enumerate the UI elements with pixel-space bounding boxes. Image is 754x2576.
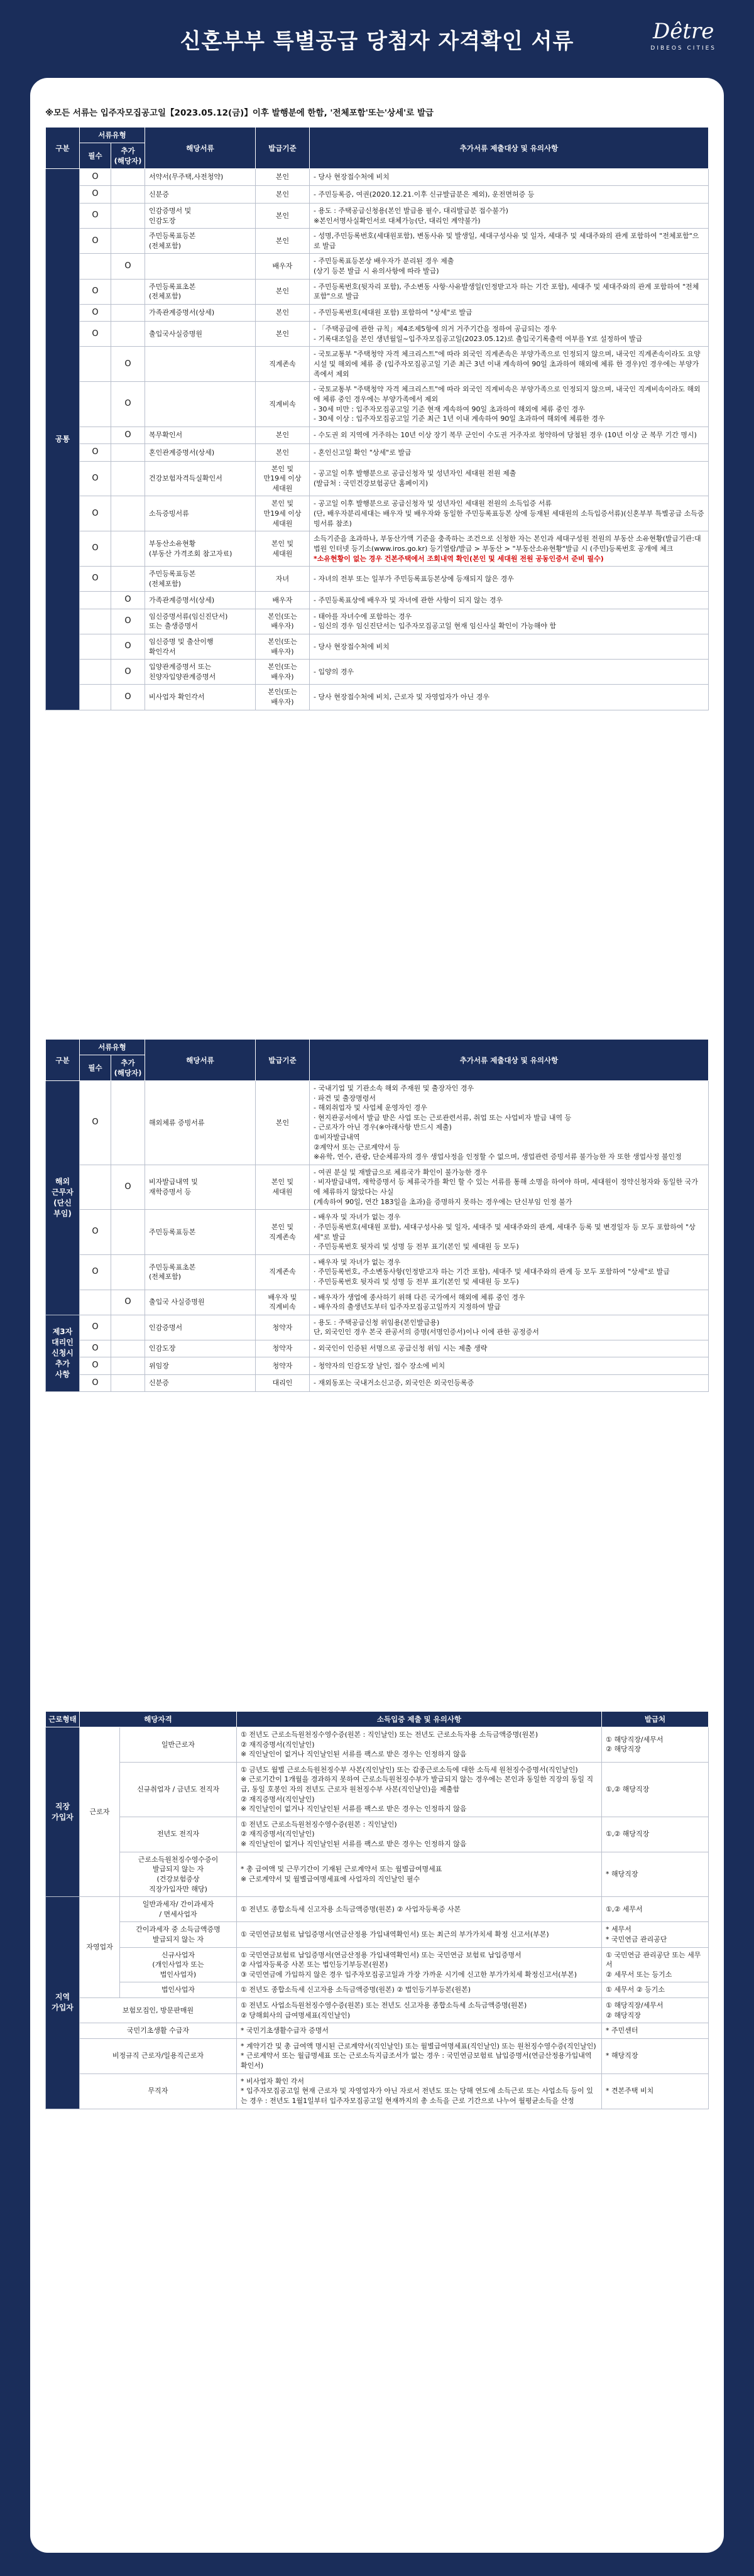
note-text: - 공고일 이후 발행분으로 공급신청자 및 성년자인 세대원 전원 제출 (발급처 : 국민건강보험공단 홈페이지) xyxy=(314,469,516,488)
note xyxy=(310,169,709,186)
note xyxy=(310,347,709,382)
issuer: 본인 xyxy=(256,229,310,254)
issuer: 청약자 xyxy=(256,1340,310,1357)
common-docs-table xyxy=(45,127,709,710)
required-mark: O xyxy=(80,496,111,531)
col-income-issuer: 발급처 xyxy=(602,1712,709,1727)
issuer: 본인 및 직계존속 xyxy=(256,1210,310,1254)
table-row xyxy=(46,1947,709,1982)
doc-name: 인감증명서 및 인감도장 xyxy=(145,203,256,228)
issuer: * 주민센터 xyxy=(602,2023,709,2039)
required-docs: * 계약기간 및 총 급여액 명시된 근로계약서(직인날인) 또는 월별급여명세표(직인날인) 또는 원천징수영수증(직인날인) * 근로계약서 또는 월급명세표 또는 근로소득지급조서가 없는 경우 : 국민연금보험료 납입증명서(연금산정용가입내역확인서) xyxy=(237,2038,602,2073)
doc-name: 인감증명서 xyxy=(145,1315,256,1340)
additional-mark: O xyxy=(111,254,145,279)
note xyxy=(310,634,709,660)
required-mark: O xyxy=(80,1254,111,1290)
table-row xyxy=(46,1922,709,1947)
issuer: * 세무서 * 국민연금 관리공단 xyxy=(602,1922,709,1947)
table-row xyxy=(46,1852,709,1896)
note-text: - 여권 분실 및 재발급으로 체류국가 확인이 불가능한 경우 · 비자발급내역, 재학증명서 등 체류국가를 확인 할 수 있는 서류를 통해 소명을 하여야 하며, 세대원이 정약신청자와 동일한 국가에 체류하지 않았다는 사실 (계속하여 90일, 연간 183일을 초과)을 증명하지 못하는 경우에는 단신부임 인정 불가 xyxy=(314,1168,698,1206)
doc-name: 비자발급내역 및 재학증명서 등 xyxy=(145,1165,256,1209)
required-docs: ① 전년도 근로소득원천징수영수증(원본 : 직인날인) 또는 전년도 근로소득자용 소득금액증명(원본) ② 재직증명서(직인날인) ※ 직인날인이 없거나 직인날인된 서류를 팩스로 받은 경우는 인정하지 않음 xyxy=(237,1727,602,1763)
table-row xyxy=(46,1315,709,1340)
required-mark: O xyxy=(80,169,111,186)
table-row xyxy=(46,322,709,347)
required-mark: O xyxy=(80,567,111,592)
doc-name xyxy=(145,254,256,279)
required-docs: * 비사업자 확인 각서 * 입주자모집공고일 현재 근로자 및 자영업자가 아닌 자로서 전년도 또는 당해 연도에 소득근로 또는 사업소득 등이 있는 경우 : 전년도 1월1일부터 입주자모집공고일 현재까지의 총 소득을 근로 기간으로 나누어 월평균소득을 산정 xyxy=(237,2073,602,2109)
required-docs: ① 국민연금보험료 납입증명서(연금산정용 가입내역확인서) 또는 국민연금 보험료 납입증명서 ② 사업자등록증 사본 또는 법인등기부등본(원본) ③ 국민연금에 가입하지 않은 경우 입주자모집공고일과 가장 가까운 시기에 신고한 부가가치세 확정신고서(부본) xyxy=(237,1947,602,1982)
note xyxy=(310,1290,709,1315)
table-row xyxy=(46,567,709,592)
doc-name: 신분증 xyxy=(145,1374,256,1391)
table-row xyxy=(46,382,709,427)
table-row xyxy=(46,1998,709,2023)
qualification: 무직자 xyxy=(80,2073,237,2109)
required-mark: O xyxy=(80,444,111,461)
qualification: 근로소득원천징수영수증이 발급되지 않는 자 (건강보험증상 직장가입자만 해당) xyxy=(120,1852,237,1896)
additional-mark xyxy=(111,322,145,347)
table-row xyxy=(46,1817,709,1852)
table-row xyxy=(46,531,709,567)
additional-mark xyxy=(111,496,145,531)
additional-mark xyxy=(111,1374,145,1391)
page-title: 신혼부부 특별공급 당첨자 자격확인 서류 xyxy=(180,29,574,54)
required-docs: ① 전년도 종합소득세 신고자용 소득금액증명(원본) ② 사업자등록증 사본 xyxy=(237,1897,602,1922)
note xyxy=(310,1165,709,1209)
additional-mark xyxy=(111,1210,145,1254)
note-text: - 배우자 및 자녀가 없는 경우 · 주민등록번호(세대원 포함), 세대구성사유 및 일자, 세대주 및 세대주와의 관계, 세대주 등록 및 변경일자 등 모두 포함하여 "상세"로 발급 · 주민등록번호 뒷자리 및 성명 등 전부 표기(본인 및 세대원 등 모두) xyxy=(314,1213,696,1251)
issuer: 본인(또는 배우자) xyxy=(256,660,310,685)
table-row xyxy=(46,444,709,461)
issuer: 본인 xyxy=(256,1081,310,1165)
note-text: - 주민등록번호(세대원 포함) 포함하여 "상세"로 발급 xyxy=(314,308,473,317)
note xyxy=(310,186,709,203)
note xyxy=(310,203,709,228)
required-mark: O xyxy=(80,1357,111,1374)
section-label: 제3자 대리인 신청시 추가 사항 xyxy=(46,1315,80,1392)
required-mark xyxy=(80,660,111,685)
required-mark xyxy=(80,1290,111,1315)
issuer: 본인 xyxy=(256,444,310,461)
additional-mark xyxy=(111,1340,145,1357)
doc-name: 주민등록표등본 xyxy=(145,1210,256,1254)
note-text: - 배우자 및 자녀가 없는 경우 · 주민등록번호, 주소변동사항(인정받고자 하는 기간 포함), 세대주 및 세대주와의 관계 등 모두 포함하여 "상세"로 발급 · 주민등록번호 뒷자리 및 성명 등 전부 표기(본인 및 세대원 등 모두) xyxy=(314,1258,670,1286)
required-mark xyxy=(80,382,111,427)
table-row xyxy=(46,186,709,203)
income-docs-section xyxy=(45,1711,709,2540)
table-row xyxy=(46,2023,709,2039)
note xyxy=(310,382,709,427)
table-row xyxy=(46,279,709,304)
table-row xyxy=(46,1357,709,1374)
issuer: ① 해당직장/세무서 ② 해당직장 xyxy=(602,1998,709,2023)
qualification: 간이과세자 중 소득금액증명 발급되지 않는 자 xyxy=(120,1922,237,1947)
issuer: ① 세무서 ② 등기소 xyxy=(602,1982,709,1998)
col-required: 필수 xyxy=(80,1055,111,1081)
required-mark xyxy=(80,347,111,382)
doc-name: 임신증명 및 출산이행 확인각서 xyxy=(145,634,256,660)
col-group: 구분 xyxy=(46,1040,80,1081)
qualification: 국민기초생활 수급자 xyxy=(80,2023,237,2039)
issuer: 배우자 및 직계비속 xyxy=(256,1290,310,1315)
doc-name: 소득증빙서류 xyxy=(145,496,256,531)
table-row xyxy=(46,1374,709,1391)
table-row xyxy=(46,1254,709,1290)
table-row xyxy=(46,660,709,685)
brand-logo xyxy=(650,19,716,52)
additional-mark xyxy=(111,444,145,461)
note-text: - 주민등록번호(뒷자리 포함), 주소변동 사항·사유발생일(인정받고자 하는 기간 포함), 세대주 및 세대주와의 관계 포함하여 "전체포함"으로 발급 xyxy=(314,282,699,301)
table-row xyxy=(46,427,709,443)
additional-mark xyxy=(111,1081,145,1165)
doc-name xyxy=(145,382,256,427)
issuer: 배우자 xyxy=(256,592,310,609)
col-doc: 해당서류 xyxy=(145,128,256,169)
col-additional: 추가 (해당자) xyxy=(111,1055,145,1081)
issuer: ①,② 세무서 xyxy=(602,1897,709,1922)
doc-name: 건강보험자격득실확인서 xyxy=(145,461,256,496)
required-mark xyxy=(80,1165,111,1209)
qualification: 보험모집인, 방문판매원 xyxy=(80,1998,237,2023)
issuer: * 해당직장 xyxy=(602,1852,709,1896)
table-row xyxy=(46,1290,709,1315)
additional-mark xyxy=(111,1254,145,1290)
note-text: - 국내기업 및 기관소속 해외 주재원 및 출장자인 경우 · 파견 및 출장명령서 - 해외취업자 및 사업체 운영자인 경우 · 현지관공서에서 발급 받은 사업 또는 근로관련서류, 취업 또는 사업비자 발급 내역 등 - 근로자가 아닌 경우(※아래사항 반드시 제출) ①비자발급내역 ②계약서 또는 근로계약서 등 ※유학, 연수, 관광, 단순체류자의 경우 생업사정을 인정할 수 없으며, 생업관련 증빙서류 불가능한 자 또한 생업사정 불인정 xyxy=(314,1084,682,1161)
issuer: 본인(또는 배우자) xyxy=(256,685,310,710)
issuer: 본인 및 만19세 이상 세대원 xyxy=(256,461,310,496)
required-mark xyxy=(80,685,111,710)
overseas-docs-table xyxy=(45,1039,709,1392)
required-mark xyxy=(80,427,111,443)
additional-mark xyxy=(111,1315,145,1340)
doc-name: 서약서(무주택,사전청약) xyxy=(145,169,256,186)
issuer: 자녀 xyxy=(256,567,310,592)
required-mark xyxy=(80,634,111,660)
additional-mark: O xyxy=(111,1290,145,1315)
note-text: - 주민등록증, 여권(2020.12.21.이후 신규발급분은 제외), 운전면허증 등 xyxy=(314,190,535,198)
doc-name: 주민등록표초본 (전체포함) xyxy=(145,279,256,304)
table-row xyxy=(46,685,709,710)
col-doc-type: 서류유형 xyxy=(80,1040,145,1055)
issuer: * 해당직장 xyxy=(602,2038,709,2073)
issuer: 배우자 xyxy=(256,254,310,279)
note xyxy=(310,660,709,685)
table-row xyxy=(46,1727,709,1763)
note-text: - 자녀의 전부 또는 일부가 주민등록표등본상에 등재되지 않은 경우 xyxy=(314,574,514,583)
note xyxy=(310,609,709,634)
issuer: 직계존속 xyxy=(256,1254,310,1290)
required-mark: O xyxy=(80,322,111,347)
note: - 재외동포는 국내거소신고증, 외국인은 외국인등록증 xyxy=(310,1374,709,1391)
qualification: 일반근로자 xyxy=(120,1727,237,1763)
required-mark: O xyxy=(80,1374,111,1391)
doc-name: 입양관계증명서 또는 친양자입양관계증명서 xyxy=(145,660,256,685)
table-row xyxy=(46,2073,709,2109)
note-text: - 수도권 외 지역에 거주하는 10년 이상 장기 복무 군인이 수도권 거주자로 청약하여 당첨된 경우 (10년 이상 군 복무 기간 명시) xyxy=(314,431,697,440)
issuer: 본인 및 세대원 xyxy=(256,1165,310,1209)
note-text: - 성명,주민등록번호(세대원포함), 변동사유 및 발생일, 세대구성사유 및 일자, 세대주 및 세대주와의 관계 포함하여 "전체포함"으로 발급 xyxy=(314,232,699,250)
note-text: - 태아를 자녀수에 포함하는 경우 - 임신의 경우 임신진단서는 입주자모집공고일 현재 임신사실 확인이 가능해야 함 xyxy=(314,612,557,631)
table-row xyxy=(46,304,709,321)
doc-name: 인감도장 xyxy=(145,1340,256,1357)
additional-mark xyxy=(111,203,145,228)
col-additional: 추가 (해당자) xyxy=(111,143,145,169)
qualification: 신규취업자 / 금년도 전직자 xyxy=(120,1762,237,1817)
note-warning: *소유현황이 없는 경우 건본주택에서 조회내역 확인(본인 및 세대원 전원 공동인증서 준비 필수) xyxy=(314,554,604,563)
table-row xyxy=(46,1210,709,1254)
table-row xyxy=(46,203,709,228)
doc-name: 출입국사실증명원 xyxy=(145,322,256,347)
note-text: - 주민등록표상에 배우자 및 자녀에 관한 사항이 되지 않는 경우 xyxy=(314,595,503,604)
note: - 용도 : 주택공급신청 위임용(본인발급용) 단, 외국인인 경우 본국 관공서의 증명(서명인증서)이나 이에 관한 공정증서 xyxy=(310,1315,709,1340)
additional-mark xyxy=(111,1357,145,1374)
required-docs: ① 금년도 월별 근로소득원천징수부 사본(직인날인) 또는 갑종근로소득에 대한 소득세 원천징수증명서(직인날인) ※ 근로기간이 1개월을 경과하지 못하여 근로소득원천징수부가 발급되지 않는 경우에는 본인과 동일한 직장의 동일 직급, 동일 호봉인 자의 전년도 근로자 원천징수부 사본(직인날인)을 제출함 ② 재직증명서(직인날인) ※ 직인날인이 없거나 직인날인된 서류를 팩스로 받은 경우는 인정하지 않음 xyxy=(237,1762,602,1817)
qualification: 전년도 전직자 xyxy=(120,1817,237,1852)
note xyxy=(310,279,709,304)
additional-mark xyxy=(111,279,145,304)
issuer: * 견본주택 비치 xyxy=(602,2073,709,2109)
required-mark: O xyxy=(80,279,111,304)
required-mark xyxy=(80,592,111,609)
note xyxy=(310,254,709,279)
note xyxy=(310,592,709,609)
note-text: - 배우자가 생업에 종사하기 위해 다른 국가에서 해외에 체류 중인 경우 - 배우자의 출생년도부터 입주자모집공고일까지 지정하여 발급 xyxy=(314,1293,525,1312)
note xyxy=(310,322,709,347)
document-sheet xyxy=(30,78,724,2553)
note: - 청약자의 인감도장 날인, 접수 장소에 비치 xyxy=(310,1357,709,1374)
issuer: 본인 xyxy=(256,169,310,186)
subgroup-label: 자영업자 xyxy=(80,1897,120,1998)
additional-mark xyxy=(111,304,145,321)
doc-name: 부동산소유현황 (부동산 가격조회 참고자료) xyxy=(145,531,256,567)
note xyxy=(310,685,709,710)
note xyxy=(310,1210,709,1254)
table-row xyxy=(46,1897,709,1922)
note xyxy=(310,304,709,321)
doc-name: 신분증 xyxy=(145,186,256,203)
issuer: ① 국민연금 관리공단 또는 세무서 ② 세무서 또는 등기소 xyxy=(602,1947,709,1982)
col-group: 구분 xyxy=(46,128,80,169)
subgroup-label: 근로자 xyxy=(80,1727,120,1897)
group-label: 지역 가입자 xyxy=(46,1897,80,2109)
note-text: - 「주택공급에 관한 규칙」제4조제5항에 의거 거주기간을 정하여 공급되는 경우 - 기록대조일을 본인 생년월일~입주자모집공고일(2023.05.12)로 출입국기록출력 여부를 Y로 설정하여 발급 xyxy=(314,325,643,343)
additional-mark: O xyxy=(111,660,145,685)
additional-mark: O xyxy=(111,347,145,382)
required-docs: ① 전년도 사업소득원천징수영수증(원본) 또는 전년도 신고자용 종합소득세 소득금액증명(원본) ② 당해회사의 급여명세표(직인날인) xyxy=(237,1998,602,2023)
doc-name: 복무확인서 xyxy=(145,427,256,443)
qualification: 일반과세자/ 간이과세자 / 면세사업자 xyxy=(120,1897,237,1922)
additional-mark: O xyxy=(111,685,145,710)
issuer: 본인 xyxy=(256,203,310,228)
required-docs: * 국민기초생활수급자 증명서 xyxy=(237,2023,602,2039)
col-note: 추가서류 제출대상 및 유의사항 xyxy=(310,1040,709,1081)
note-text: 소득기준을 초과하나, 부동산가액 기준을 충족하는 조건으로 신청한 자는 본인과 세대구성원 전원의 부동산 소유현황(발급기관:대법원 인터넷 등기소(www.iros.go.kr) 등기열람/발급 > 부동산 > "부동산소유현황"발급 시 (주민)등록번호 공개에 체크 xyxy=(314,535,701,553)
issuer: ①,② 해당직장 xyxy=(602,1817,709,1852)
table-row xyxy=(46,496,709,531)
required-docs: * 총 급여액 및 근무기간이 기재된 근로계약서 또는 월별급여명세표 ※ 근로계약서 및 월별급여명세표에 사업자의 직인날인 필수 xyxy=(237,1852,602,1896)
required-mark: O xyxy=(80,1315,111,1340)
note xyxy=(310,1081,709,1165)
required-mark: O xyxy=(80,531,111,567)
issuer: ①,② 해당직장 xyxy=(602,1762,709,1817)
brand-subtitle: DIBEOS CITIES xyxy=(650,45,716,52)
table-row xyxy=(46,461,709,496)
col-work-type: 근로형태 xyxy=(46,1712,80,1727)
issuer: 본인 xyxy=(256,427,310,443)
additional-mark xyxy=(111,461,145,496)
doc-name: 위임장 xyxy=(145,1357,256,1374)
issuer: 본인(또는 배우자) xyxy=(256,609,310,634)
additional-mark xyxy=(111,186,145,203)
note-text: - 당사 현장접수처에 비치 xyxy=(314,173,390,182)
note: - 외국인이 인증된 서명으로 공급신청 위임 시는 제출 생략 xyxy=(310,1340,709,1357)
required-mark: O xyxy=(80,304,111,321)
required-mark xyxy=(80,609,111,634)
note-text: - 국토교통부 "주택청약 자격 체크리스트"에 따라 외국인 직계존속은 부양가족으로 인정되지 않으며, 내국인 직계존속이라도 요양시설 및 해외에 체류 중 (입주자모집공고일 기준 최근 3년 이내 계속하여 90일 초과하여 해외에 체류 한 경우)인 경우에는 부양가족에서 제외 xyxy=(314,350,701,378)
required-mark: O xyxy=(80,1081,111,1165)
table-row xyxy=(46,1165,709,1209)
additional-mark: O xyxy=(111,609,145,634)
table-row xyxy=(46,1081,709,1165)
issuer: 본인 및 만19세 이상 세대원 xyxy=(256,496,310,531)
doc-name: 혼인관계증명서(상세) xyxy=(145,444,256,461)
required-mark: O xyxy=(80,1340,111,1357)
issuer: 본인 xyxy=(256,322,310,347)
doc-name xyxy=(145,347,256,382)
doc-name: 주민등록표초본 (전체포함) xyxy=(145,1254,256,1290)
note-text: - 용도 : 주택공급신청용(본인 발급용 필수, 대리발급분 접수불가) ※본인서명사실확인서로 대체가능(단, 대리인 계약불가) xyxy=(314,206,508,225)
qualification: 비정규직 근로자/일용직근로자 xyxy=(80,2038,237,2073)
issuer: 대리인 xyxy=(256,1374,310,1391)
required-docs: ① 전년도 근로소득원천징수영수증(원본 : 직인날인) ② 재직증명서(직인날인) ※ 직인날인이 없거나 직인날인된 서류를 팩스로 받은 경우는 인정하지 않음 xyxy=(237,1817,602,1852)
doc-name: 해외체류 증빙서류 xyxy=(145,1081,256,1165)
col-issuer: 발급기준 xyxy=(256,128,310,169)
col-issuer: 발급기준 xyxy=(256,1040,310,1081)
income-docs-table xyxy=(45,1711,709,2109)
table-row xyxy=(46,592,709,609)
note xyxy=(310,567,709,592)
brand-name: Dêtre xyxy=(652,19,714,44)
col-doc-type: 서류유형 xyxy=(80,128,145,143)
issuer: 본인(또는 배우자) xyxy=(256,634,310,660)
page-header xyxy=(0,0,754,75)
note xyxy=(310,461,709,496)
note xyxy=(310,496,709,531)
issuer: 본인 xyxy=(256,304,310,321)
note-text: - 당사 현장접수처에 비치 xyxy=(314,642,390,651)
required-mark: O xyxy=(80,229,111,254)
required-mark xyxy=(80,254,111,279)
issuer: 직계비속 xyxy=(256,382,310,427)
issuer: 청약자 xyxy=(256,1357,310,1374)
table-row xyxy=(46,254,709,279)
doc-name: 출입국 사실증명원 xyxy=(145,1290,256,1315)
issuer: 본인 xyxy=(256,186,310,203)
issuer: ① 해당직장/세무서 ② 해당직장 xyxy=(602,1727,709,1763)
issuer: 직계존속 xyxy=(256,347,310,382)
table-row xyxy=(46,229,709,254)
common-docs-section xyxy=(45,127,709,1069)
note-text: - 당사 현장접수처에 비치, 근로자 및 자영업자가 아닌 경우 xyxy=(314,693,489,702)
table-row xyxy=(46,2038,709,2073)
additional-mark xyxy=(111,531,145,567)
qualification: 법인사업자 xyxy=(120,1982,237,1998)
table-row xyxy=(46,347,709,382)
additional-mark: O xyxy=(111,592,145,609)
doc-name: 가족관계증명서(상세) xyxy=(145,592,256,609)
col-required: 필수 xyxy=(80,143,111,169)
note xyxy=(310,229,709,254)
issuer: 본인 및 세대원 xyxy=(256,531,310,567)
doc-name: 주민등록표등본 (전체포함) xyxy=(145,567,256,592)
note-text: - 주민등록표등본상 배우자가 분리된 경우 제출 (상기 등본 발급 시 유의사항에 따라 발급) xyxy=(314,257,454,275)
required-docs: ① 전년도 종합소득세 신고자용 소득금액증명(원본) ② 법인등기부등본(원본) xyxy=(237,1982,602,1998)
table-row xyxy=(46,1340,709,1357)
doc-name: 주민등록표등본 (전체포함) xyxy=(145,229,256,254)
additional-mark: O xyxy=(111,634,145,660)
section-label: 해외 근무자 (단신 부임) xyxy=(46,1081,80,1315)
doc-name: 비사업자 확인각서 xyxy=(145,685,256,710)
qualification: 신규사업자 (개인사업자 또는 법인사업자) xyxy=(120,1947,237,1982)
additional-mark xyxy=(111,169,145,186)
additional-mark: O xyxy=(111,382,145,427)
issuer: 청약자 xyxy=(256,1315,310,1340)
note-text: - 입양의 경우 xyxy=(314,668,354,677)
note xyxy=(310,444,709,461)
required-mark: O xyxy=(80,186,111,203)
table-row xyxy=(46,634,709,660)
additional-mark xyxy=(111,229,145,254)
doc-name: 임신증명서류(임신진단서) 또는 출생증명서 xyxy=(145,609,256,634)
additional-mark: O xyxy=(111,427,145,443)
note-text: - 공고일 이후 발행분으로 공급신청자 및 성년자인 세대원 전원의 소득입증 서류 (단, 배우자분리세대는 배우자 및 배우자와 동일한 주민등록표등본 상에 등재된 세대원의 소득입증서류)(신혼부부 특별공급 소득증빙서류 참조) xyxy=(314,499,704,528)
required-mark: O xyxy=(80,203,111,228)
additional-mark: O xyxy=(111,1165,145,1209)
col-qualification: 해당자격 xyxy=(80,1712,237,1727)
additional-mark xyxy=(111,567,145,592)
notice-text: ※모든 서류는 입주자모집공고일【2023.05.12(금)】이후 발행분에 한함, '전체포함'또는'상세'로 발급 xyxy=(45,108,434,118)
col-income-docs: 소득입증 제출 및 유의사항 xyxy=(237,1712,602,1727)
note xyxy=(310,427,709,443)
note xyxy=(310,1254,709,1290)
required-docs: ① 국민연금보험료 납입증명서(연금산정용 가입내역확인서) 또는 최근의 부가가치세 확정 신고서(부본) xyxy=(237,1922,602,1947)
table-row xyxy=(46,169,709,186)
table-row xyxy=(46,1982,709,1998)
overseas-docs-section xyxy=(45,1039,709,1705)
table-row xyxy=(46,1762,709,1817)
col-doc: 해당서류 xyxy=(145,1040,256,1081)
issuer: 본인 xyxy=(256,279,310,304)
table-row xyxy=(46,609,709,634)
note-text: - 국토교통부 "주택청약 자격 체크리스트"에 따라 외국인 직계비속은 부양가족으로 인정되지 않으며, 내국인 직계비속이라도 해외에 체류 중인 경우에는 부양가족에서 제외 - 30세 미만 : 입주자모집공고일 기준 현재 계속하여 90일 초과하여 해외에 체류 중인 경우 - 30세 이상 : 입주자모집공고일 기준 최근 1년 이내 계속하여 90일 초과하여 해외에 체류한 경우 xyxy=(314,385,701,423)
note xyxy=(310,531,709,567)
section-label: 공통 xyxy=(46,169,80,710)
required-mark: O xyxy=(80,1210,111,1254)
note-text: - 혼인신고일 확인 "상세"로 발급 xyxy=(314,448,412,457)
required-mark: O xyxy=(80,461,111,496)
doc-name: 가족관계증명서(상세) xyxy=(145,304,256,321)
group-label: 직장 가입자 xyxy=(46,1727,80,1897)
col-note: 추가서류 제출대상 및 유의사항 xyxy=(310,128,709,169)
